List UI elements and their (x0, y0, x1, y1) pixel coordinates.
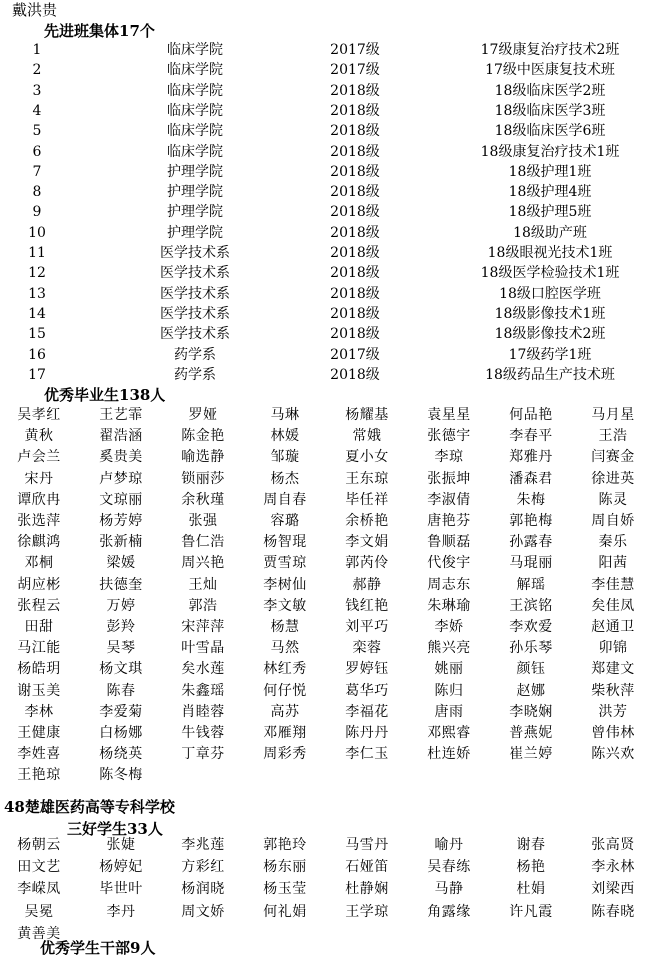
person-name: 李春平 (509, 428, 553, 445)
person-name: 马琳 (270, 407, 300, 423)
table-row (0, 81, 657, 101)
table-row (0, 182, 657, 202)
person-name: 卢梦琼 (99, 470, 143, 487)
grade: 2018级 (330, 143, 380, 160)
person-name: 李永林 (591, 859, 635, 876)
person-name: 余桥艳 (345, 513, 389, 529)
person-name: 邓雁翔 (263, 725, 307, 741)
college: 护理学院 (167, 184, 223, 201)
table-row (0, 243, 657, 263)
person-name: 王学琼 (345, 903, 389, 920)
class-name: 18级影像技术1班 (494, 305, 606, 322)
class-name: 18级护理5班 (508, 204, 592, 221)
person-name: 张高贤 (591, 837, 635, 853)
person-name: 余秋瑾 (181, 491, 225, 508)
person-name: 叶雪晶 (181, 640, 225, 657)
grade: 2018级 (330, 102, 380, 119)
grade: 2017级 (330, 42, 380, 58)
person-name: 姚丽 (434, 661, 464, 678)
person-name: 扶德奎 (99, 576, 143, 593)
class-name: 18级口腔医学班 (499, 285, 601, 302)
college: 临床学院 (167, 143, 223, 160)
college: 护理学院 (167, 224, 223, 241)
person-name: 秦乐 (598, 534, 628, 551)
person-name: 陈春 (106, 682, 136, 699)
person-name: 喻选静 (181, 449, 225, 466)
person-name: 毕世叶 (99, 881, 143, 898)
person-name: 邓熙睿 (427, 725, 471, 741)
name-row (0, 552, 657, 574)
table-row (0, 365, 657, 385)
person-name: 朱梅 (516, 491, 546, 508)
person-name: 张婕 (106, 837, 136, 853)
person-name: 郭芮伶 (345, 555, 389, 572)
row-number: 2 (32, 62, 42, 79)
table-row (0, 60, 657, 80)
person-name: 王东琼 (345, 470, 389, 487)
person-name: 马江能 (17, 640, 61, 657)
person-name: 容璐 (270, 513, 300, 529)
table-row (0, 162, 657, 182)
person-name: 杨朝云 (17, 837, 61, 853)
person-name: 李兆莲 (181, 837, 225, 853)
person-name: 徐进英 (591, 470, 635, 487)
person-name: 解瑶 (516, 576, 546, 593)
grade: 2017级 (330, 346, 380, 363)
person-name: 杨耀基 (345, 407, 389, 423)
person-name: 陈丹丹 (345, 725, 389, 741)
person-name: 肖睦蓉 (181, 703, 225, 720)
name-row (0, 658, 657, 680)
name-row (0, 595, 657, 617)
person-name: 胡应彬 (17, 576, 61, 593)
person-name: 钱红艳 (345, 597, 389, 614)
person-name: 李姓喜 (17, 746, 61, 763)
person-name: 牛钱蓉 (181, 725, 225, 741)
person-name: 杨艳 (516, 859, 546, 876)
row-number: 1 (32, 42, 42, 58)
person-name: 白杨娜 (99, 725, 143, 741)
person-name: 谢春 (516, 837, 546, 853)
person-name: 孙露春 (509, 534, 553, 551)
person-name: 毕任祥 (345, 491, 389, 508)
college: 护理学院 (167, 204, 223, 221)
grade: 2018级 (330, 184, 380, 201)
person-name: 宋丹 (24, 470, 54, 487)
person-name: 杨杰 (270, 470, 300, 487)
person-name: 潘森君 (509, 470, 553, 487)
person-name: 周兴艳 (181, 555, 225, 572)
person-name: 王灿 (188, 576, 218, 593)
person-name: 石娅笛 (345, 859, 389, 876)
row-number: 5 (32, 123, 42, 140)
person-name: 何礼娟 (263, 903, 307, 920)
person-name: 柴秋萍 (591, 682, 635, 699)
name-row (0, 489, 657, 511)
grade: 2018级 (330, 305, 380, 322)
person-name: 曾伟林 (591, 725, 635, 741)
person-name: 宋萍萍 (181, 619, 225, 635)
name-row (0, 616, 657, 638)
person-name: 颜钰 (516, 661, 546, 678)
name-row (0, 856, 657, 878)
grade: 2018级 (330, 285, 380, 302)
name-row (0, 834, 657, 856)
person-name: 马月星 (591, 407, 635, 423)
row-number: 12 (28, 265, 46, 282)
class-name: 18级眼视光技术1班 (487, 245, 613, 261)
person-name: 文琼丽 (99, 491, 143, 508)
person-name: 夏小女 (345, 449, 389, 466)
person-name: 马琨丽 (509, 555, 553, 572)
person-name: 袁星星 (427, 407, 471, 423)
row-number: 3 (32, 82, 42, 99)
class-name: 17级中医康复技术班 (485, 62, 615, 79)
person-name: 方彩红 (181, 859, 225, 876)
person-name: 丁章芬 (181, 746, 225, 763)
row-number: 11 (28, 245, 46, 261)
person-name: 周文娇 (181, 903, 225, 920)
class-name: 18级影像技术2班 (494, 326, 606, 343)
person-name: 洪芳 (598, 703, 628, 720)
person-name: 周志东 (427, 576, 471, 593)
table-row (0, 345, 657, 365)
person-name: 张强 (188, 513, 218, 529)
name-row (0, 404, 657, 426)
grade: 2017级 (330, 62, 380, 79)
person-name: 矣水莲 (181, 661, 225, 678)
name-row (0, 680, 657, 702)
college: 药学系 (174, 346, 216, 363)
college: 临床学院 (167, 62, 223, 79)
table-row (0, 101, 657, 121)
row-number: 8 (32, 184, 42, 201)
person-name: 杨智琨 (263, 534, 307, 551)
name-row (0, 701, 657, 723)
name-row (0, 743, 657, 765)
row-number: 14 (28, 305, 46, 322)
college: 临床学院 (167, 123, 223, 140)
person-name: 吴春练 (427, 859, 471, 876)
person-name: 陈冬梅 (99, 767, 143, 784)
person-name: 郭艳玲 (263, 837, 307, 853)
person-name: 刘平巧 (345, 619, 389, 635)
person-name: 翟浩涵 (99, 428, 143, 445)
person-name: 杜娟 (516, 881, 546, 898)
college: 医学技术系 (160, 245, 230, 261)
college: 医学技术系 (160, 285, 230, 302)
person-name: 李嵘凤 (17, 881, 61, 898)
person-name: 徐麒鸿 (17, 534, 61, 551)
grade: 2018级 (330, 245, 380, 261)
person-name: 阳茜 (598, 555, 628, 572)
person-name: 周彩秀 (263, 746, 307, 763)
grade: 2018级 (330, 326, 380, 343)
class-name: 18级医学检验技术1班 (480, 265, 620, 282)
college: 临床学院 (167, 102, 223, 119)
person-name: 李晓娴 (509, 703, 553, 720)
three-good-title: 三好学生33人 (67, 820, 163, 838)
college: 药学系 (174, 366, 216, 383)
person-name: 周自娇 (591, 513, 635, 529)
person-name: 熊兴亮 (427, 640, 471, 657)
table-row (0, 284, 657, 304)
person-name: 罗娅 (188, 407, 218, 423)
person-name: 杨东丽 (263, 859, 307, 876)
person-name: 郭艳梅 (509, 513, 553, 529)
person-name: 李欢爱 (509, 619, 553, 635)
row-number: 9 (32, 204, 42, 221)
person-name: 贾雪琼 (263, 555, 307, 572)
person-name: 闫赛金 (591, 449, 635, 466)
person-name: 李树仙 (263, 576, 307, 593)
person-name: 普燕妮 (509, 725, 553, 741)
person-name: 朱鑫瑶 (181, 682, 225, 699)
table-row (0, 263, 657, 283)
person-name: 罗婷钰 (345, 661, 389, 678)
person-name: 田文艺 (17, 859, 61, 876)
person-name: 许凡霞 (509, 903, 553, 920)
person-name: 何品艳 (509, 407, 553, 423)
person-name: 梁媛 (106, 555, 136, 572)
person-name: 李文娟 (345, 534, 389, 551)
person-name: 黄秋 (24, 428, 54, 445)
person-name: 李文敏 (263, 597, 307, 614)
row-number: 4 (32, 102, 42, 119)
person-name: 陈兴欢 (591, 746, 635, 763)
person-name: 彭羚 (106, 619, 136, 635)
grade: 2018级 (330, 366, 380, 383)
person-name: 陈春晓 (591, 903, 635, 920)
class-name: 18级助产班 (513, 224, 587, 241)
person-name: 林媛 (270, 428, 300, 445)
person-name: 张德宇 (427, 428, 471, 445)
person-name: 卯锦 (598, 640, 628, 657)
college: 医学技术系 (160, 265, 230, 282)
table-row (0, 40, 657, 60)
class-name: 18级临床医学6班 (494, 123, 606, 140)
person-name: 王滨铭 (509, 597, 553, 614)
person-name: 王艳琼 (17, 767, 61, 784)
class-name: 17级康复治疗技术2班 (480, 42, 620, 58)
person-name: 郝静 (352, 576, 382, 593)
person-name: 杨芳婷 (99, 513, 143, 529)
table-row (0, 324, 657, 344)
school-title: 48楚雄医药高等专科学校 (4, 798, 175, 816)
person-name: 唐艳芬 (427, 513, 471, 529)
person-name: 马静 (434, 881, 464, 898)
name-row (0, 637, 657, 659)
cadres-title: 优秀学生干部9人 (40, 939, 156, 957)
grade: 2018级 (330, 82, 380, 99)
college: 医学技术系 (160, 305, 230, 322)
person-name: 邓桐 (24, 555, 54, 572)
college: 护理学院 (167, 163, 223, 180)
person-name: 吴孝红 (17, 407, 61, 423)
row-number: 6 (32, 143, 42, 160)
person-name: 刘梁西 (591, 881, 635, 898)
person-name: 杜静娴 (345, 881, 389, 898)
class-name: 17级药学1班 (508, 346, 592, 363)
person-name: 王浩 (598, 428, 628, 445)
person-name: 陈归 (434, 682, 464, 699)
person-name: 李林 (24, 703, 54, 720)
person-name: 马然 (270, 640, 300, 657)
row-number: 13 (28, 285, 46, 302)
person-name: 喻丹 (434, 837, 464, 853)
grade: 2018级 (330, 224, 380, 241)
person-name: 何仔悦 (263, 682, 307, 699)
person-name: 常娥 (352, 428, 382, 445)
person-name: 杨润晓 (181, 881, 225, 898)
person-name: 郑雅丹 (509, 449, 553, 466)
person-name: 张程云 (17, 597, 61, 614)
person-name: 郭浩 (188, 597, 218, 614)
person-name: 王健康 (17, 725, 61, 741)
person-name: 杨绕英 (99, 746, 143, 763)
header-name: 戴洪贵 (12, 1, 58, 19)
class-name: 18级临床医学2班 (494, 82, 606, 99)
person-name: 吴冕 (24, 903, 54, 920)
person-name: 李淑倩 (427, 491, 471, 508)
person-name: 唐雨 (434, 703, 464, 720)
name-row (0, 531, 657, 553)
person-name: 孙乐琴 (509, 640, 553, 657)
person-name: 万婷 (106, 597, 136, 614)
person-name: 鲁顺磊 (427, 534, 471, 551)
person-name: 谭欣冉 (17, 491, 61, 508)
grade: 2018级 (330, 204, 380, 221)
person-name: 杨玉莹 (263, 881, 307, 898)
person-name: 黄善美 (17, 925, 61, 942)
person-name: 朱琳瑜 (427, 597, 471, 614)
person-name: 杜连娇 (427, 746, 471, 763)
person-name: 李爱菊 (99, 703, 143, 720)
name-row (0, 901, 657, 923)
name-row (0, 764, 657, 786)
person-name: 郑建文 (591, 661, 635, 678)
table-row (0, 223, 657, 243)
name-row (0, 425, 657, 447)
person-name: 田甜 (24, 619, 54, 635)
person-name: 张选萍 (17, 513, 61, 529)
row-number: 17 (28, 366, 46, 383)
person-name: 鲁仁浩 (181, 534, 225, 551)
table-row (0, 142, 657, 162)
name-row (0, 574, 657, 596)
person-name: 葛华巧 (345, 682, 389, 699)
name-row (0, 878, 657, 900)
table-row (0, 202, 657, 222)
name-row (0, 468, 657, 490)
person-name: 高苏 (270, 703, 300, 720)
person-name: 王艺霏 (99, 407, 143, 423)
college: 医学技术系 (160, 326, 230, 343)
person-name: 栾蓉 (352, 640, 382, 657)
college: 临床学院 (167, 82, 223, 99)
person-name: 李琼 (434, 449, 464, 466)
name-row (0, 510, 657, 532)
person-name: 矣佳凤 (591, 597, 635, 614)
class-name: 18级康复治疗技术1班 (480, 143, 620, 160)
person-name: 杨婷妃 (99, 859, 143, 876)
person-name: 赵娜 (516, 682, 546, 699)
table-row (0, 121, 657, 141)
class-name: 18级临床医学3班 (494, 102, 606, 119)
person-name: 林红秀 (263, 661, 307, 678)
person-name: 邹璇 (270, 449, 300, 466)
person-name: 代俊宇 (427, 555, 471, 572)
person-name: 杨慧 (270, 619, 300, 635)
row-number: 15 (28, 326, 46, 343)
name-row (0, 722, 657, 744)
class-name: 18级护理1班 (508, 163, 592, 180)
grade: 2018级 (330, 163, 380, 180)
person-name: 李丹 (106, 903, 136, 920)
class-name: 18级药品生产技术班 (485, 366, 615, 383)
person-name: 张新楠 (99, 534, 143, 551)
person-name: 张振坤 (427, 470, 471, 487)
row-number: 16 (28, 346, 46, 363)
name-row (0, 446, 657, 468)
advanced-class-title: 先进班集体17个 (44, 22, 155, 40)
person-name: 卢会兰 (17, 449, 61, 466)
person-name: 陈金艳 (181, 428, 225, 445)
person-name: 赵通卫 (591, 619, 635, 635)
college: 临床学院 (167, 42, 223, 58)
person-name: 谢玉美 (17, 682, 61, 699)
person-name: 吴琴 (106, 640, 136, 657)
person-name: 锁丽莎 (181, 470, 225, 487)
graduates-title: 优秀毕业生138人 (44, 386, 166, 404)
person-name: 李娇 (434, 619, 464, 635)
grade: 2018级 (330, 123, 380, 140)
person-name: 李仁玉 (345, 746, 389, 763)
person-name: 杨皓玥 (17, 661, 61, 678)
person-name: 李佳慧 (591, 576, 635, 593)
person-name: 周自春 (263, 491, 307, 508)
grade: 2018级 (330, 265, 380, 282)
person-name: 角露缘 (427, 903, 471, 920)
person-name: 陈灵 (598, 491, 628, 508)
row-number: 10 (28, 224, 46, 241)
person-name: 李福花 (345, 703, 389, 720)
person-name: 奚贵美 (99, 449, 143, 466)
row-number: 7 (32, 163, 42, 180)
table-row (0, 304, 657, 324)
person-name: 杨文琪 (99, 661, 143, 678)
person-name: 崔兰婷 (509, 746, 553, 763)
class-name: 18级护理4班 (508, 184, 592, 201)
person-name: 马雪丹 (345, 837, 389, 853)
